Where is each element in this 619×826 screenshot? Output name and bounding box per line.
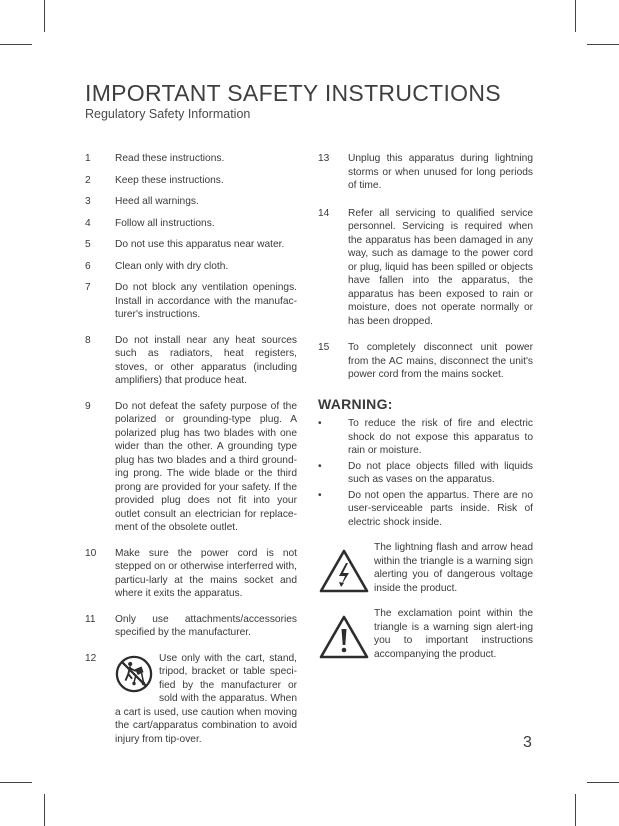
instruction-item (85, 547, 297, 601)
instruction-text: Keep these instructions. (115, 174, 224, 186)
instruction-item (85, 238, 297, 252)
warning-bullet (318, 489, 533, 530)
exclamation-symbol-block (318, 607, 533, 661)
instruction-number: 7 (85, 282, 91, 293)
instruction-item (85, 195, 297, 209)
instruction-number: 12 (85, 652, 97, 664)
instruction-number: 6 (85, 260, 91, 272)
instruction-text: Do not defeat the safety purpose of the polarized or grounding-type plug. A polarized plug has two blades with one wider than the other. A grounding type plug has two blades and a third ground-ing prong. The wide blade or the third prong are provided for your safety. If the provided plug does not fit into your outlet consult an electrician for replace-ment of the obsolete outlet. (115, 400, 297, 533)
instruction-text: Read these instructions. (115, 153, 225, 164)
instruction-number: 5 (85, 239, 91, 250)
instruction-item (85, 652, 297, 747)
instructions-left-column (85, 152, 297, 746)
crop-mark (44, 0, 45, 32)
instruction-item (318, 207, 533, 329)
instruction-number: 4 (85, 217, 91, 229)
instruction-text: Refer all servicing to qualified service personnel. Servicing is required when the apparatus has been damaged in any way, such as damage to the power cord or plug, liquid has been spilled or objects have fallen into the apparatus, the apparatus has been exposed to rain or moisture, does not operate normally or has been dropped. (348, 207, 533, 327)
instruction-item (85, 217, 297, 231)
instruction-item (85, 281, 297, 322)
instruction-number: 15 (318, 342, 330, 353)
warning-bullet (318, 417, 533, 458)
instruction-text: Do not use this apparatus near water. (115, 239, 285, 250)
instruction-item (85, 174, 297, 188)
lightning-triangle-icon (318, 548, 370, 594)
lightning-symbol-text: The lightning flash and arrow head within the triangle is a warning sign alerting you of dangerous voltage inside the product. (374, 542, 533, 594)
instruction-text: To completely disconnect unit power from the AC mains, disconnect the unit's power cord from the mains socket. (348, 342, 533, 380)
page-subtitle: Regulatory Safety Information (85, 107, 251, 121)
instruction-item (318, 152, 533, 193)
bullet-marker: • (318, 489, 322, 501)
page-number: 3 (523, 734, 532, 751)
instruction-text: Make sure the power cord is not stepped on or otherwise interferred with, particu-larly at the mains socket and where it exits the apparatus. (115, 547, 297, 599)
exclamation-triangle-icon (318, 614, 370, 660)
instruction-number: 8 (85, 334, 91, 346)
instruction-text: Clean only with dry cloth. (115, 260, 229, 272)
bullet-marker: • (318, 418, 322, 429)
instruction-number: 10 (85, 547, 97, 559)
instruction-text: Heed all warnings. (115, 196, 199, 207)
crop-mark (0, 44, 32, 45)
crop-mark (575, 0, 576, 32)
instruction-text: Do not install near any heat sources such as radiators, heat registers, stoves, or other apparatus (including amplifiers) that produce heat. (115, 334, 297, 386)
instruction-item (85, 400, 297, 535)
instruction-item (85, 334, 297, 388)
instruction-number: 2 (85, 174, 91, 186)
instruction-text: Do not block any ventilation openings. Install in accordance with the manufac-turer's instructions. (115, 282, 297, 320)
instruction-text: Only use attachments/accessories specified by the manufacturer. (115, 613, 297, 638)
page-title: IMPORTANT SAFETY INSTRUCTIONS (85, 80, 501, 106)
bullet-marker: • (318, 460, 322, 472)
instruction-item (318, 341, 533, 382)
instruction-number: 1 (85, 153, 91, 164)
exclamation-symbol-text: The exclamation point within the triangle is a warning sign alert-ing you to important instructions accompanying the product. (374, 608, 533, 660)
warning-text: Do not place objects filled with liquids such as vases on the apparatus. (348, 460, 533, 485)
instruction-item (85, 613, 297, 640)
crop-mark (0, 782, 32, 783)
crop-mark (587, 782, 619, 783)
warning-bullet (318, 460, 533, 487)
warning-text: To reduce the risk of fire and electric shock do not expose this apparatus to rain or moisture. (348, 418, 533, 456)
instruction-text: Follow all instructions. (115, 217, 215, 229)
instruction-number: 9 (85, 400, 91, 412)
instruction-number: 11 (85, 613, 96, 625)
warning-heading: WARNING: (318, 395, 393, 412)
instruction-number: 14 (318, 207, 330, 219)
instruction-item (85, 260, 297, 274)
warning-text: Do not open the appartus. There are no user-serviceable parts inside. Risk of electric shock inside. (348, 489, 533, 528)
cart-tipover-warning-icon (115, 655, 153, 693)
instruction-text: Unplug this apparatus during lightning storms or when unused for long periods of time. (348, 153, 533, 191)
cart-instruction (115, 652, 297, 747)
crop-mark (44, 794, 45, 826)
lightning-symbol-block (318, 541, 533, 595)
instructions-right-column (318, 152, 533, 661)
instruction-text: Use only with the cart, stand, tripod, bracket or table speci-fied by the manufacturer or sold with the apparatus. When a cart is used, use caution when moving the cart/apparatus combination to avoid injury from tip-over. (115, 652, 297, 745)
crop-mark (575, 794, 576, 826)
instruction-number: 13 (318, 153, 330, 164)
instruction-item (85, 152, 297, 166)
crop-mark (587, 44, 619, 45)
instruction-number: 3 (85, 196, 91, 207)
